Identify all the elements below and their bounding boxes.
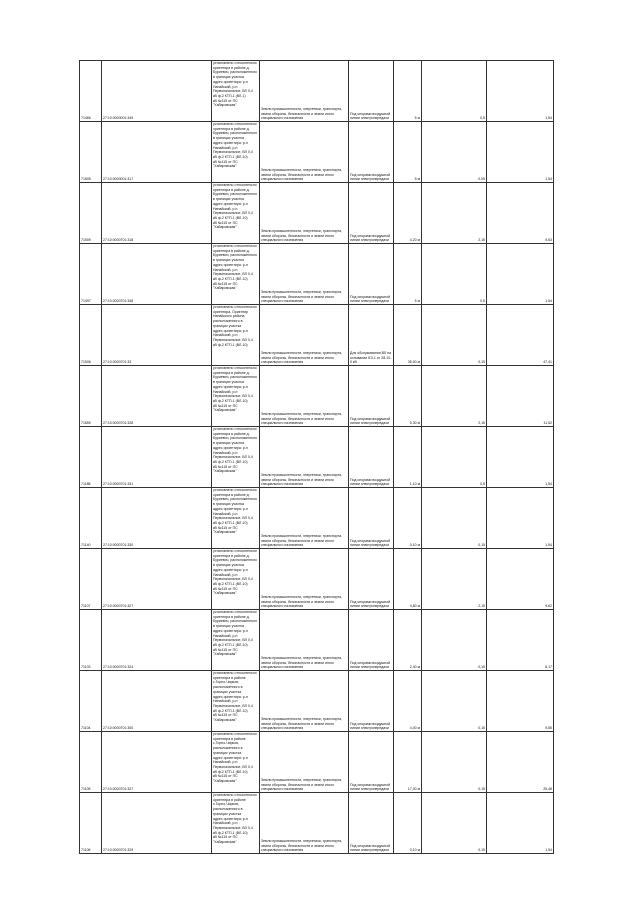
cost-value: 11,62: [487, 366, 554, 427]
rate-value: 2,15: [422, 183, 487, 244]
row-number: 71105: [80, 732, 102, 793]
cost-value: 9,63: [487, 183, 554, 244]
table-row: [80, 549, 554, 610]
table-row: [80, 610, 554, 671]
table-row: [80, 793, 554, 854]
row-number: 71659: [80, 366, 102, 427]
table-row: [80, 305, 554, 366]
location-description: установлено относительно ориентира в районе д. Буриевич, расположенного в границах участка адрес ориентира: р-н Нанайский, р-н Первоначальное, ВЛ 0,4 кВ ф-2 КТП-1 (ВЛ-1) кВ №115 от ПС "Хабаровская": [212, 61, 260, 122]
row-number: 71188: [80, 427, 102, 488]
table-row: [80, 122, 554, 183]
rate-value: 0,15: [422, 671, 487, 732]
cost-value: 6,17: [487, 610, 554, 671]
rate-value: 0,15: [422, 610, 487, 671]
land-category: Земли промышленности, энергетики, транспорта, земли обороны, безопасности и земли иного специального назначения: [260, 793, 349, 854]
cadastral-number: 27:10:0000701:328: [102, 366, 212, 427]
land-category: Земли промышленности, энергетики, транспорта, земли обороны, безопасности и земли иного специального назначения: [260, 549, 349, 610]
cost-value: 47,41: [487, 305, 554, 366]
area-value: 4,00м: [394, 671, 422, 732]
area-value: 4,60м: [394, 549, 422, 610]
rate-value: 0,15: [422, 305, 487, 366]
permitted-use: Под опорами воздушной линии электропередачи: [349, 61, 394, 122]
cadastral-number: 27:10:0000001:317: [102, 122, 212, 183]
land-category: Земли промышленности, энергетики, транспорта, земли обороны, безопасности и земли иного специального назначения: [260, 183, 349, 244]
cadastral-number: 27:10:0000701:327: [102, 732, 212, 793]
cadastral-number: 27:10:0000701:324: [102, 610, 212, 671]
cost-value: 9,62: [487, 549, 554, 610]
area-value: 5м: [394, 61, 422, 122]
land-category: Земли промышленности, энергетики, транспорта, земли обороны, безопасности и земли иного специального назначения: [260, 122, 349, 183]
land-category: Земли промышленности, энергетики, транспорта, земли обороны, безопасности и земли иного специального назначения: [260, 732, 349, 793]
location-description: установлено относительно ориентира в районе с.Горно-Чирков, расположенного в границах участка адрес ориентира: р-н Нанайский, р-н Первоначальное, ВЛ 0,4 кВ ф-2 КТП-1 (ВЛ-10) кВ №115 от ПС "Хабаровская": [212, 793, 260, 854]
cost-value: 9,85: [487, 671, 554, 732]
rate-value: 0,15: [422, 793, 487, 854]
rate-value: 0,5: [422, 61, 487, 122]
area-value: 35,00м: [394, 305, 422, 366]
location-description: установлено относительно ориентира в районе д. Буриевич, расположенного в границах участка адрес ориентира: р-н Нанайский, р-н Первоначальное, ВЛ 0,4 кВ ф-2 КТП-1 (ВЛ-10) кВ №115 от ПС "Хабаровская": [212, 549, 260, 610]
table-row: [80, 427, 554, 488]
permitted-use: Под опорами воздушной линии электропередачи: [349, 549, 394, 610]
area-value: 17,00м: [394, 732, 422, 793]
table-row: [80, 244, 554, 305]
location-description: установлено относительно ориентира в районе с.Горно-Чирков, расположенного в границах участка адрес ориентира: р-н Нанайский, р-н Первоначальное, ВЛ 0,4 кВ ф-2 КТП-1 (ВЛ-10) кВ №115 от ПС "Хабаровская": [212, 732, 260, 793]
location-description: установлено относительно ориентира в районе с.Горно-Чирков, расположенного в границах участка адрес ориентира: р-н Нанайский, р-н Первоначальное, ВЛ 0,4 кВ ф-2 КТП-1 (ВЛ-10) кВ №115 от ПС "Хабаровская": [212, 671, 260, 732]
cost-value: 1,54: [487, 793, 554, 854]
row-number: 71506: [80, 305, 102, 366]
permitted-use: Под опорами воздушной линии электропередачи: [349, 427, 394, 488]
rate-value: 0,5: [422, 244, 487, 305]
cadastral-number: 27:10:0000701:33: [102, 305, 212, 366]
cadastral-number: 27:10:0000701:327: [102, 549, 212, 610]
cadastral-number: 27:10:0000001:349: [102, 61, 212, 122]
location-description: установлено относительно ориентира в районе д. Буриевич, расположенного в границах участка адрес ориентира: р-н Нанайский, р-н Первоначальное, ВЛ 0,4 кВ ф-2 КТП-1 (ВЛ-10) кВ №115 от ПС "Хабаровская": [212, 244, 260, 305]
cost-value: 1,54: [487, 244, 554, 305]
row-number: 71497: [80, 244, 102, 305]
rate-value: 2,15: [422, 549, 487, 610]
row-number: 71140: [80, 488, 102, 549]
cost-value: 1,54: [487, 61, 554, 122]
location-description: установлено относительно ориентира в районе д. Буриевич, расположенного в границах участка адрес ориентира: р-н Нанайский, р-н Первоначальное, ВЛ 0,4 кВ ф-2 КТП-1 (ВЛ-10) кВ №115 от ПС "Хабаровская": [212, 366, 260, 427]
cadastral-number: 27:10:0000701:331: [102, 427, 212, 488]
rate-value: 0,05: [422, 122, 487, 183]
row-number: 71505: [80, 122, 102, 183]
land-category: Земли промышленности, энергетики, транспорта, земли обороны, безопасности и земли иного специального назначения: [260, 671, 349, 732]
location-description: установлено относительно ориентира в районе д. Буриевич, расположенного в границах участка адрес ориентира: р-н Нанайский, р-н Первоначальное, ВЛ 0,4 кВ ф-2 КТП-1 (ВЛ-10) кВ №115 от ПС "Хабаровская": [212, 183, 260, 244]
area-value: 5м: [394, 122, 422, 183]
rate-value: 2,15: [422, 366, 487, 427]
permitted-use: Под опорами воздушной линии электропередачи: [349, 183, 394, 244]
land-category: Земли промышленности, энергетики, транспорта, земли обороны, безопасности и земли иного специального назначения: [260, 488, 349, 549]
table-row: [80, 183, 554, 244]
cadastral-number: 27:10:0000701:300: [102, 671, 212, 732]
cadastral-number: 27:10:0000701:318: [102, 183, 212, 244]
row-number: 71466: [80, 61, 102, 122]
row-number: 71106: [80, 793, 102, 854]
land-category: Земли промышленности, энергетики, транспорта, земли обороны, безопасности и земли иного специального назначения: [260, 244, 349, 305]
permitted-use: Под опорами воздушной линии электропередачи: [349, 366, 394, 427]
row-number: 71104: [80, 671, 102, 732]
permitted-use: Под опорами воздушной линии электропередачи: [349, 244, 394, 305]
location-description: установлено относительно ориентира в районе д. Буриевич, расположенного в границах участка адрес ориентира: р-н Нанайский, р-н Первоначальное, ВЛ 0,4 кВ ф-2 КТП-1 (ВЛ-10) кВ №115 от ПС "Хабаровская": [212, 427, 260, 488]
area-value: 4,20м: [394, 183, 422, 244]
cadastral-number: 27:10:0000701:329: [102, 793, 212, 854]
land-category: Земли промышленности, энергетики, транспорта, земли обороны, безопасности и земли иного специального назначения: [260, 305, 349, 366]
permitted-use: Под опорами воздушной линии электропередачи: [349, 671, 394, 732]
row-number: 71509: [80, 183, 102, 244]
rate-value: 0,15: [422, 488, 487, 549]
location-description: установлено относительно ориентира в районе д. Буриевич, расположенного в границах участка адрес ориентира: р-н Нанайский, р-н Первоначальное, ВЛ 0,4 кВ ф-2 КТП-1 (ВЛ-10) кВ №115 от ПС "Хабаровская": [212, 122, 260, 183]
land-category: Земли промышленности, энергетики, транспорта, земли обороны, безопасности и земли иного специального назначения: [260, 61, 349, 122]
permitted-use: Под опорами воздушной линии электропередачи: [349, 488, 394, 549]
location-description: установлено относительно ориентира в районе д. Буриевич, расположенного в границах участка адрес ориентира: р-н Нанайский, р-н Первоначальное, ВЛ 0,4 кВ ф-2 КТП-1 (ВЛ-10) кВ №115 от ПС "Хабаровская": [212, 488, 260, 549]
location-description: установлено относительно ориентира в районе д. Буриевич, расположенного в границах участка адрес ориентира: р-н Нанайский, р-н Первоначальное, ВЛ 0,4 кВ ф-2 КТП-1 (ВЛ-10) кВ №115 от ПС "Хабаровская": [212, 610, 260, 671]
rate-value: 0,15: [422, 732, 487, 793]
area-value: 1,10м: [394, 427, 422, 488]
permitted-use: Под опорами воздушной линии электропередачи: [349, 793, 394, 854]
rate-value: 0,5: [422, 427, 487, 488]
table-body: [80, 61, 554, 854]
area-value: 5м: [394, 244, 422, 305]
cadastral-number: 27:10:0000701:330: [102, 488, 212, 549]
permitted-use: Под опорами воздушной линии электропередачи: [349, 610, 394, 671]
permitted-use: Под опорами воздушной линии электропередачи: [349, 732, 394, 793]
land-category: Земли промышленности, энергетики, транспорта, земли обороны, безопасности и земли иного специального назначения: [260, 427, 349, 488]
table-row: [80, 671, 554, 732]
table-row: [80, 732, 554, 793]
land-category: Земли промышленности, энергетики, транспорта, земли обороны, безопасности и земли иного специального назначения: [260, 610, 349, 671]
table-row: [80, 488, 554, 549]
area-value: 0,10м: [394, 793, 422, 854]
permitted-use: Под опорами воздушной линии электропередачи: [349, 122, 394, 183]
cost-value: 1,54: [487, 122, 554, 183]
land-category: Земли промышленности, энергетики, транспорта, земли обороны, безопасности и земли иного специального назначения: [260, 366, 349, 427]
area-value: 0,10м: [394, 488, 422, 549]
cadastral-number: 27:10:0000701:348: [102, 244, 212, 305]
table-row: [80, 366, 554, 427]
area-value: 2,40м: [394, 610, 422, 671]
row-number: 71107: [80, 549, 102, 610]
cost-value: 1,54: [487, 488, 554, 549]
location-description: установлено относительно ориентира. Ориентир Нанайского района, расположенного в границах участка адрес ориентира: р-н Нанайский, р-н Первоначальное, ВЛ 0,4 кВ ф-2 КТП-1 (ВЛ-10): [212, 305, 260, 366]
land-register-table: [79, 60, 554, 854]
row-number: 71103: [80, 610, 102, 671]
cost-value: 1,54: [487, 427, 554, 488]
cost-value: 25,48: [487, 732, 554, 793]
permitted-use: Для обслуживания ВЛ на основании КЭ-1 от 28-10-0 кВ: [349, 305, 394, 366]
table-row: [80, 61, 554, 122]
area-value: 5,30м: [394, 366, 422, 427]
